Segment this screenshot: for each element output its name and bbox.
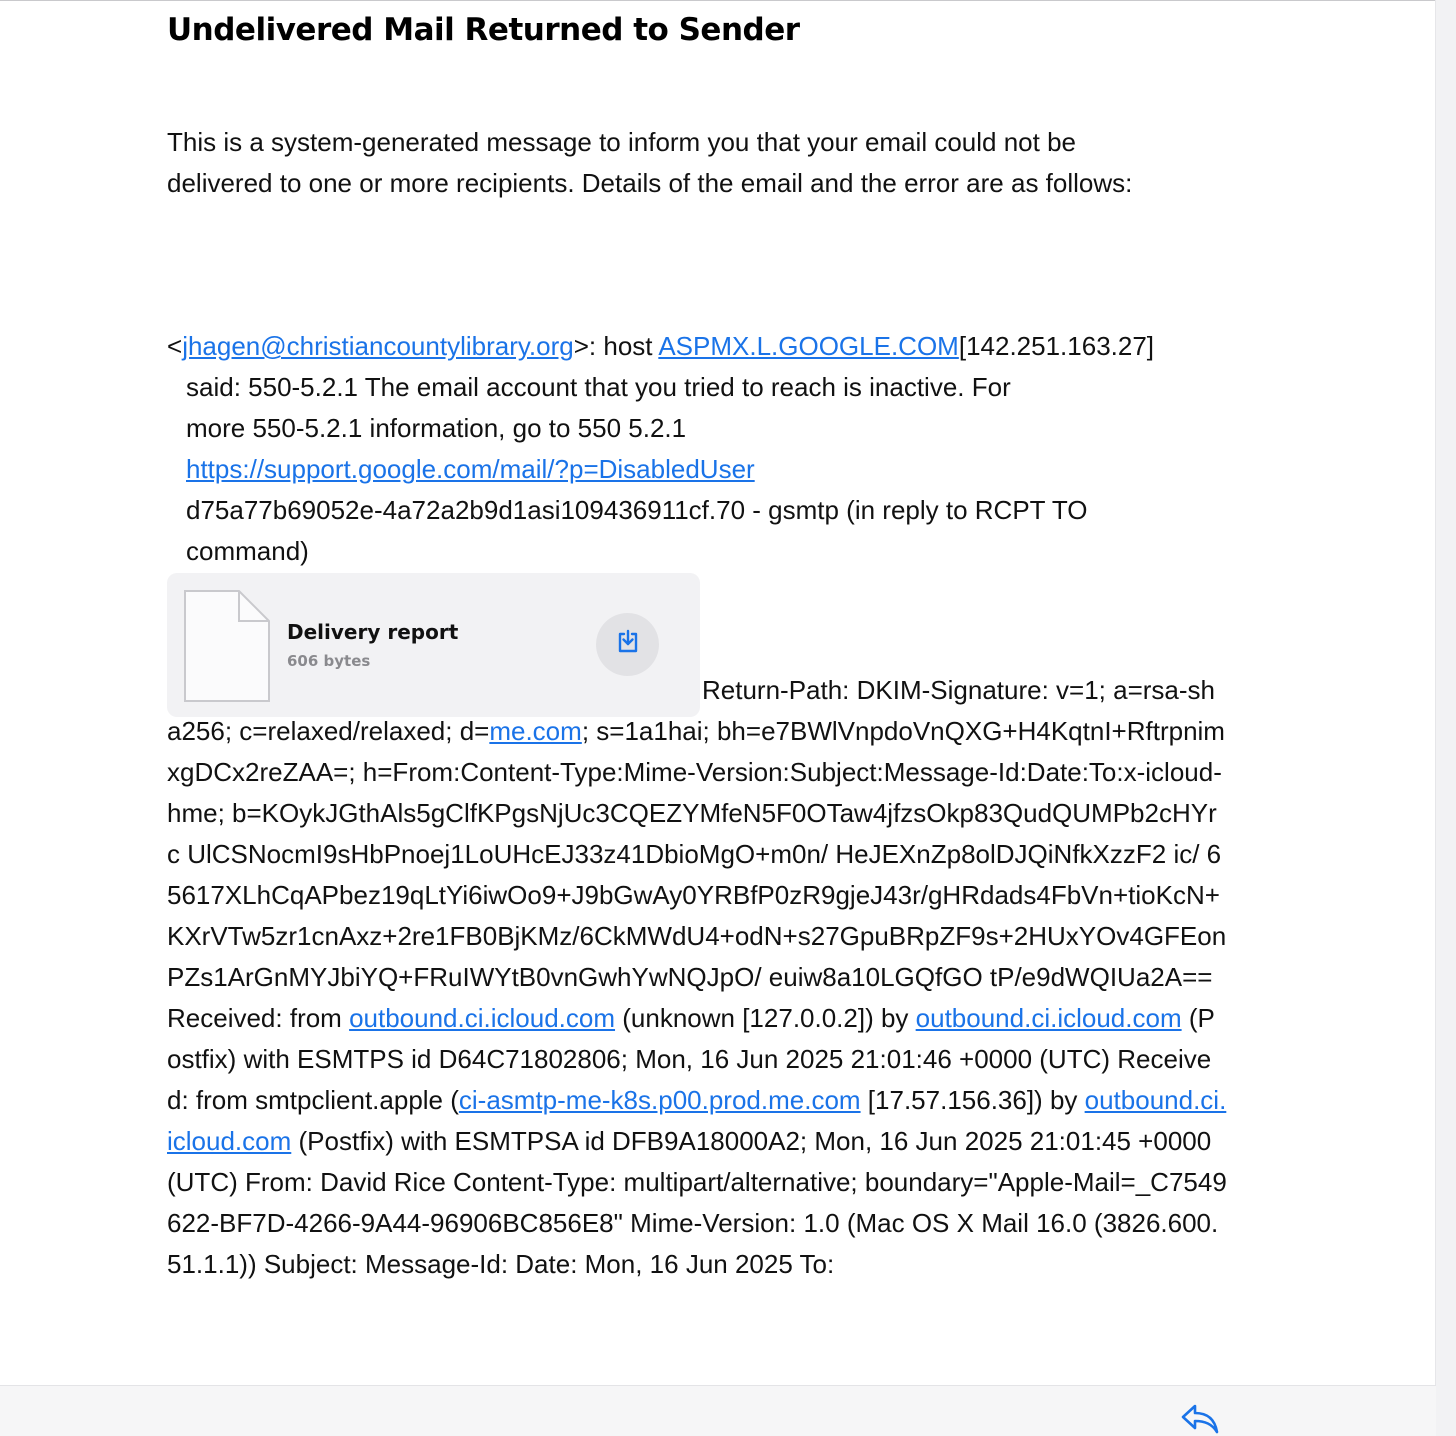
header-text-3: (unknown [127.0.0.2]) by (615, 1003, 916, 1033)
recipient-email-link[interactable]: jhagen@christiancountylibrary.org (182, 331, 574, 361)
bounce-line-2: said: 550-5.2.1 The email account that you tried to reach is inactive. For (186, 372, 1011, 402)
bounce-line-1 (167, 326, 1227, 367)
header-text-6: (Postfix) with ESMTPSA id DFB9A18000A2; Mon, 16 Jun 2025 21:01:45 +0000 (UTC) From: David Rice Content-Type: multipart/alternative; boundary="Apple-Mail=_C7549622-BF7D-4266-9A44-96906BC856E8" Mime-Version: 1.0 (Mac OS X Mail 16.0 (3826.600.51.1.1)) Subject: Message-Id: Date: Mon, 16 Jun 2025 To: (167, 1126, 1227, 1279)
reply-icon (1180, 1425, 1220, 1436)
asmtp-link[interactable]: ci-asmtp-me-k8s.p00.prod.me.com (458, 1085, 861, 1115)
download-icon (615, 629, 641, 660)
bounce-line-3: more 550-5.2.1 information, go to 550 5.2.1 (186, 413, 687, 443)
icloud-link-2[interactable]: outbound.ci.icloud.com (915, 1003, 1182, 1033)
angle-open: < (167, 331, 183, 361)
me-com-link[interactable]: me.com (489, 716, 582, 746)
attachment-name: Delivery report (287, 620, 459, 644)
host-prefix: >: host (573, 331, 659, 361)
host-link[interactable]: ASPMX.L.GOOGLE.COM (658, 331, 959, 361)
bounce-line-6: command) (186, 536, 309, 566)
raw-headers (167, 670, 1227, 1285)
host-ip: [142.251.163.27] (958, 331, 1155, 361)
intro-paragraph: This is a system-generated message to inform you that your email could not be delivered to one or more recipients. Details of the email and the error are as follows: (167, 127, 1133, 198)
bottom-toolbar (0, 1385, 1436, 1436)
scroll-edge (1435, 0, 1456, 1436)
top-divider (0, 0, 1436, 1)
header-text-1: Return-Path: DKIM-Signature: v=1; a=rsa-sha256; c=relaxed/relaxed; d= (167, 675, 1216, 746)
header-text-2: ; s=1a1hai; bh=e7BWlVnpdoVnQXG+H4KqtnI+RftrpnimxgDCx2reZAA=; h=From:Content-Type:Mime-Version:Subject:Message-Id:Date:To:x-icloud-hme; b=KOykJGthAls5gClfKPgsNjUc3CQEZYMfeN5F0OTaw4jfzsOkp83QudQUMPb2cHYrc UlCSNocmI9sHbPnoej1LoUHcEJ33z41DbioMgO+m0n/ HeJEXnZp8olDJQiNfkXzzF2 ic/ 65617XLhCqAPbez19qLtYi6iwOo9+J9bGwAy0YRBfP0zR9gjeJ43r/gHRdads4FbVn+tioKcN+KXrVTw5zr1cnAxz+2re1FB0BjKMz/6CkMWdU4+odN+s27GpuBRpZF9s+2HUxYOv4GFEonPZs1ArGnMYJbiYQ+FRuIWYtB0vnGwhYwNQJpO/ euiw8a10LGQfGO tP/e9dWQIUa2A== Received: from (167, 716, 1227, 1033)
header-text-5: [17.57.156.36]) by (860, 1085, 1085, 1115)
download-button[interactable] (596, 613, 659, 676)
message-subject: Undelivered Mail Returned to Sender (167, 12, 800, 48)
icloud-link-1[interactable]: outbound.ci.icloud.com (349, 1003, 616, 1033)
header-text-4: (Postfix) with ESMTPS id D64C71802806; Mon, 16 Jun 2025 21:01:46 +0000 (UTC) Received: from smtpclient.apple ( (167, 1003, 1215, 1115)
icloud-link-3[interactable]: outbound.ci.icloud.com (167, 1085, 1227, 1156)
bounce-details (167, 326, 1227, 572)
attachment-size: 606 bytes (287, 652, 371, 670)
bounce-line-5: d75a77b69052e-4a72a2b9d1asi109436911cf.70 - gsmtp (in reply to RCPT TO (186, 495, 1088, 525)
support-link[interactable]: https://support.google.com/mail/?p=DisabledUser (186, 454, 755, 484)
reply-button[interactable] (1180, 1402, 1220, 1436)
bounce-line-4 (167, 449, 1227, 490)
